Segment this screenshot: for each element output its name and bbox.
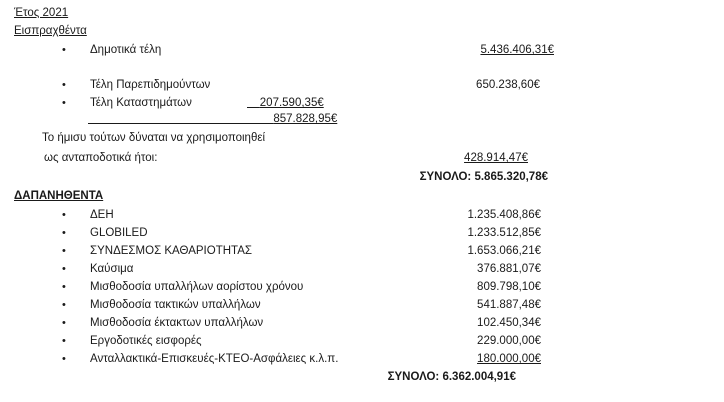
expenses-total: ΣΥΝΟΛΟ: 6.362.004,91€ — [387, 371, 516, 383]
expense-item-value: 1.233.512,85€ — [467, 227, 541, 239]
expense-item-value: 102.450,34€ — [477, 317, 541, 329]
income-item-label: Τέλη Καταστημάτων — [90, 97, 192, 109]
bullet-icon: • — [62, 44, 66, 56]
bullet-icon: • — [62, 79, 66, 91]
income-heading: Εισπραχθέντα — [14, 25, 87, 37]
income-note-line2: ως ανταποδοτικά ήτοι: — [44, 152, 158, 164]
income-item-label: Δημοτικά τέλη — [90, 44, 162, 56]
expense-item-label: Μισθοδοσία έκτακτων υπαλλήλων — [90, 317, 264, 329]
income-total: ΣΥΝΟΛΟ: 5.865.320,78€ — [419, 171, 548, 183]
bullet-icon: • — [62, 317, 66, 329]
expense-item-value: 809.798,10€ — [477, 281, 541, 293]
income-item-value — [247, 96, 324, 110]
income-item-label: Τέλη Παρεπιδημούντων — [90, 79, 211, 91]
bullet-icon: • — [62, 263, 66, 275]
expense-item-label: Εργοδοτικές εισφορές — [90, 335, 202, 347]
expense-item-label: Καύσιμα — [90, 263, 134, 275]
income-subtotal-value: 857.828,95€ — [273, 113, 338, 125]
expense-item-label: Μισθοδοσία τακτικών υπαλλήλων — [90, 299, 261, 311]
income-item-value: 650.238,60€ — [476, 79, 540, 91]
year-title: Έτος 2021 — [14, 7, 69, 19]
bullet-icon: • — [62, 227, 66, 239]
bullet-icon: • — [62, 209, 66, 221]
expense-item-label: ΣΥΝΔΕΣΜΟΣ ΚΑΘΑΡΙΟΤΗΤΑΣ — [90, 245, 252, 257]
shops-fee-value: 207.590,35€ — [259, 97, 324, 109]
expense-item-label: GLOBILED — [90, 227, 148, 239]
expense-item-label: Μισθοδοσία υπαλλήλων αορίστου χρόνου — [90, 281, 304, 293]
bullet-icon: • — [62, 245, 66, 257]
bullet-icon: • — [62, 97, 66, 109]
expense-item-value: 1.653.066,21€ — [467, 245, 541, 257]
bullet-icon: • — [62, 281, 66, 293]
income-note-line1: Το ήμισυ τούτων δύναται να χρησιμοποιηθεί — [42, 132, 266, 144]
expense-item-value: 1.235.408,86€ — [467, 209, 541, 221]
bullet-icon: • — [62, 335, 66, 347]
income-subtotal — [88, 112, 337, 126]
expenses-heading: ΔΑΠΑΝΗΘΕΝΤΑ — [14, 190, 104, 202]
expense-item-value: 376.881,07€ — [477, 263, 541, 275]
expense-item-value: 541.887,48€ — [477, 299, 541, 311]
expense-item-value: 229.000,00€ — [477, 335, 541, 347]
income-note-value: 428.914,47€ — [464, 152, 528, 164]
expense-item-label: ΔΕΗ — [90, 209, 114, 221]
bullet-icon: • — [62, 299, 66, 311]
expense-item-label: Ανταλλακτικά-Επισκευές-ΚΤΕΟ-Ασφάλειες κ.λ.π. — [90, 353, 339, 365]
income-item-value: 5.436.406,31€ — [480, 44, 554, 56]
bullet-icon: • — [62, 353, 66, 365]
expense-item-value: 180.000,00€ — [477, 353, 541, 365]
